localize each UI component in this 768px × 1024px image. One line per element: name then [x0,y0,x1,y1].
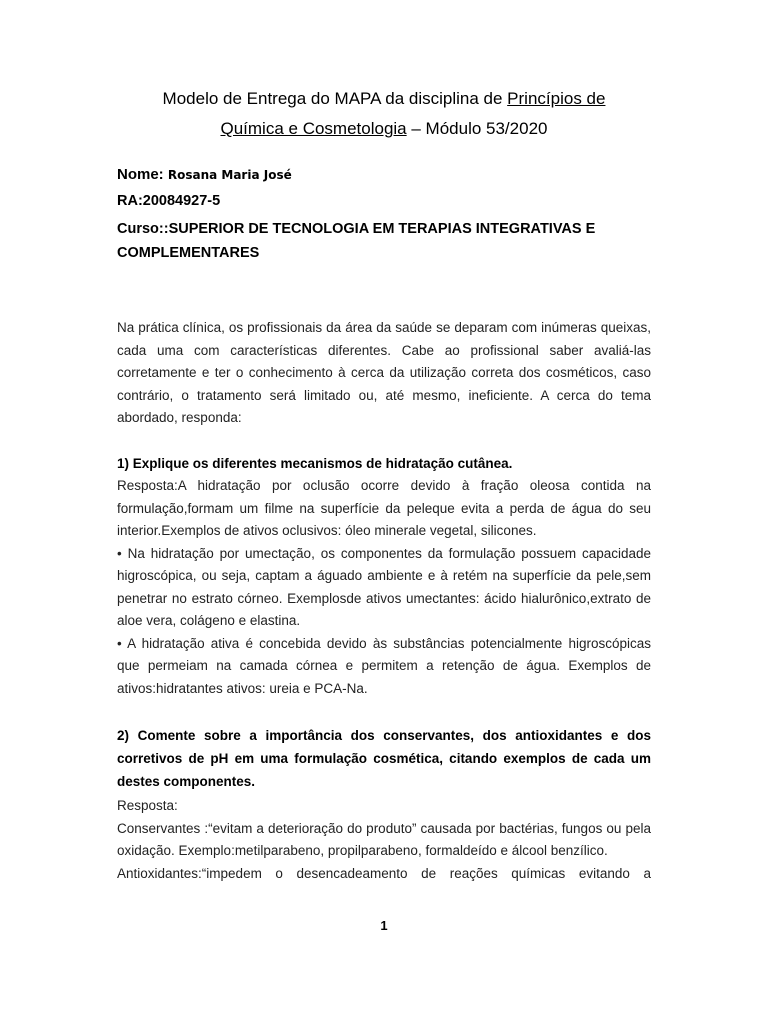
intro-text: Na prática clínica, os profissionais da área da saúde se deparam com inúmeras queixas, cada uma com características diferentes. Cabe ao profissional saber avaliá-las corretamente e ter o conhecimento à cerca da utilização correta dos cosméticos, caso contrário, o tratamento será limitado ou, até mesmo, ineficiente. A cerca do tema abordado, responda: [117,320,651,425]
question-1-text: 1) Explique os diferentes mecanismos de hidratação cutânea. [117,456,513,471]
answer-1-paragraph-2: • Na hidratação por umectação, os componentes da formulação possuem capacidade higroscópica, ou seja, captam a águado ambiente e à retém na superfície da pele,sem penetrar no estrato córneo. Exemplosde ativos umectantes: ácido hialurônico,extrato de aloe vera, colágeno e elastina. [117,545,651,628]
name-label: Nome: [117,166,168,183]
question-2-text: 2) Comente sobre a importância dos conservantes, dos antioxidantes e dos corretivos de pH em uma formulação cosmética, citando exemplos de cada um destes componentes. [117,728,651,789]
answer-2 [117,795,651,885]
question-1 [117,452,651,475]
course-value: SUPERIOR DE TECNOLOGIA EM TERAPIAS INTEGRATIVAS E COMPLEMENTARES [117,221,596,261]
answer-2-paragraph-1: Conservantes :“evitam a deterioração do produto” causada por bactérias, fungos ou pela oxidação. Exemplo:metilparabeno, propilparabeno, formaldeído e álcool benzílico. [117,820,651,858]
subject-name-line2: Química e Cosmetologia [220,119,407,138]
title-prefix: Modelo de Entrega do MAPA da disciplina de [162,89,508,108]
answer-2-paragraph-2: Antioxidantes:“impedem o desencadeamento de reações químicas evitando a [117,865,651,881]
student-name-field [117,166,292,183]
student-course-field [117,217,651,265]
question-2 [117,724,651,793]
page-number: 1 [380,918,388,933]
answer-2-label: Resposta: [117,798,178,813]
ra-label: RA: [117,193,143,209]
course-label: Curso:: [117,221,169,237]
name-value: Rosana Maria José [167,168,292,182]
title-suffix: – Módulo 53/2020 [406,119,548,138]
page-title [117,84,651,144]
subject-name-line1: Princípios de [507,89,606,108]
answer-1-paragraph-1: Resposta:A hidratação por oclusão ocorre devido à fração oleosa contida na formulação,formam um filme na superfície da peleque evita a perda de água do seu interior.Exemplos de ativos oclusivos: óleo minerale vegetal, silicones. [117,478,651,538]
intro-paragraph [117,317,651,430]
student-ra-field [117,193,220,209]
ra-value: 20084927-5 [142,193,221,209]
answer-1 [117,475,651,700]
answer-1-paragraph-3: • A hidratação ativa é concebida devido às substâncias potencialmente higroscópicas que permeiam na camada córnea e permitem a retenção de água. Exemplos de ativos:hidratantes ativos: ureia e PCA-Na. [117,635,651,696]
